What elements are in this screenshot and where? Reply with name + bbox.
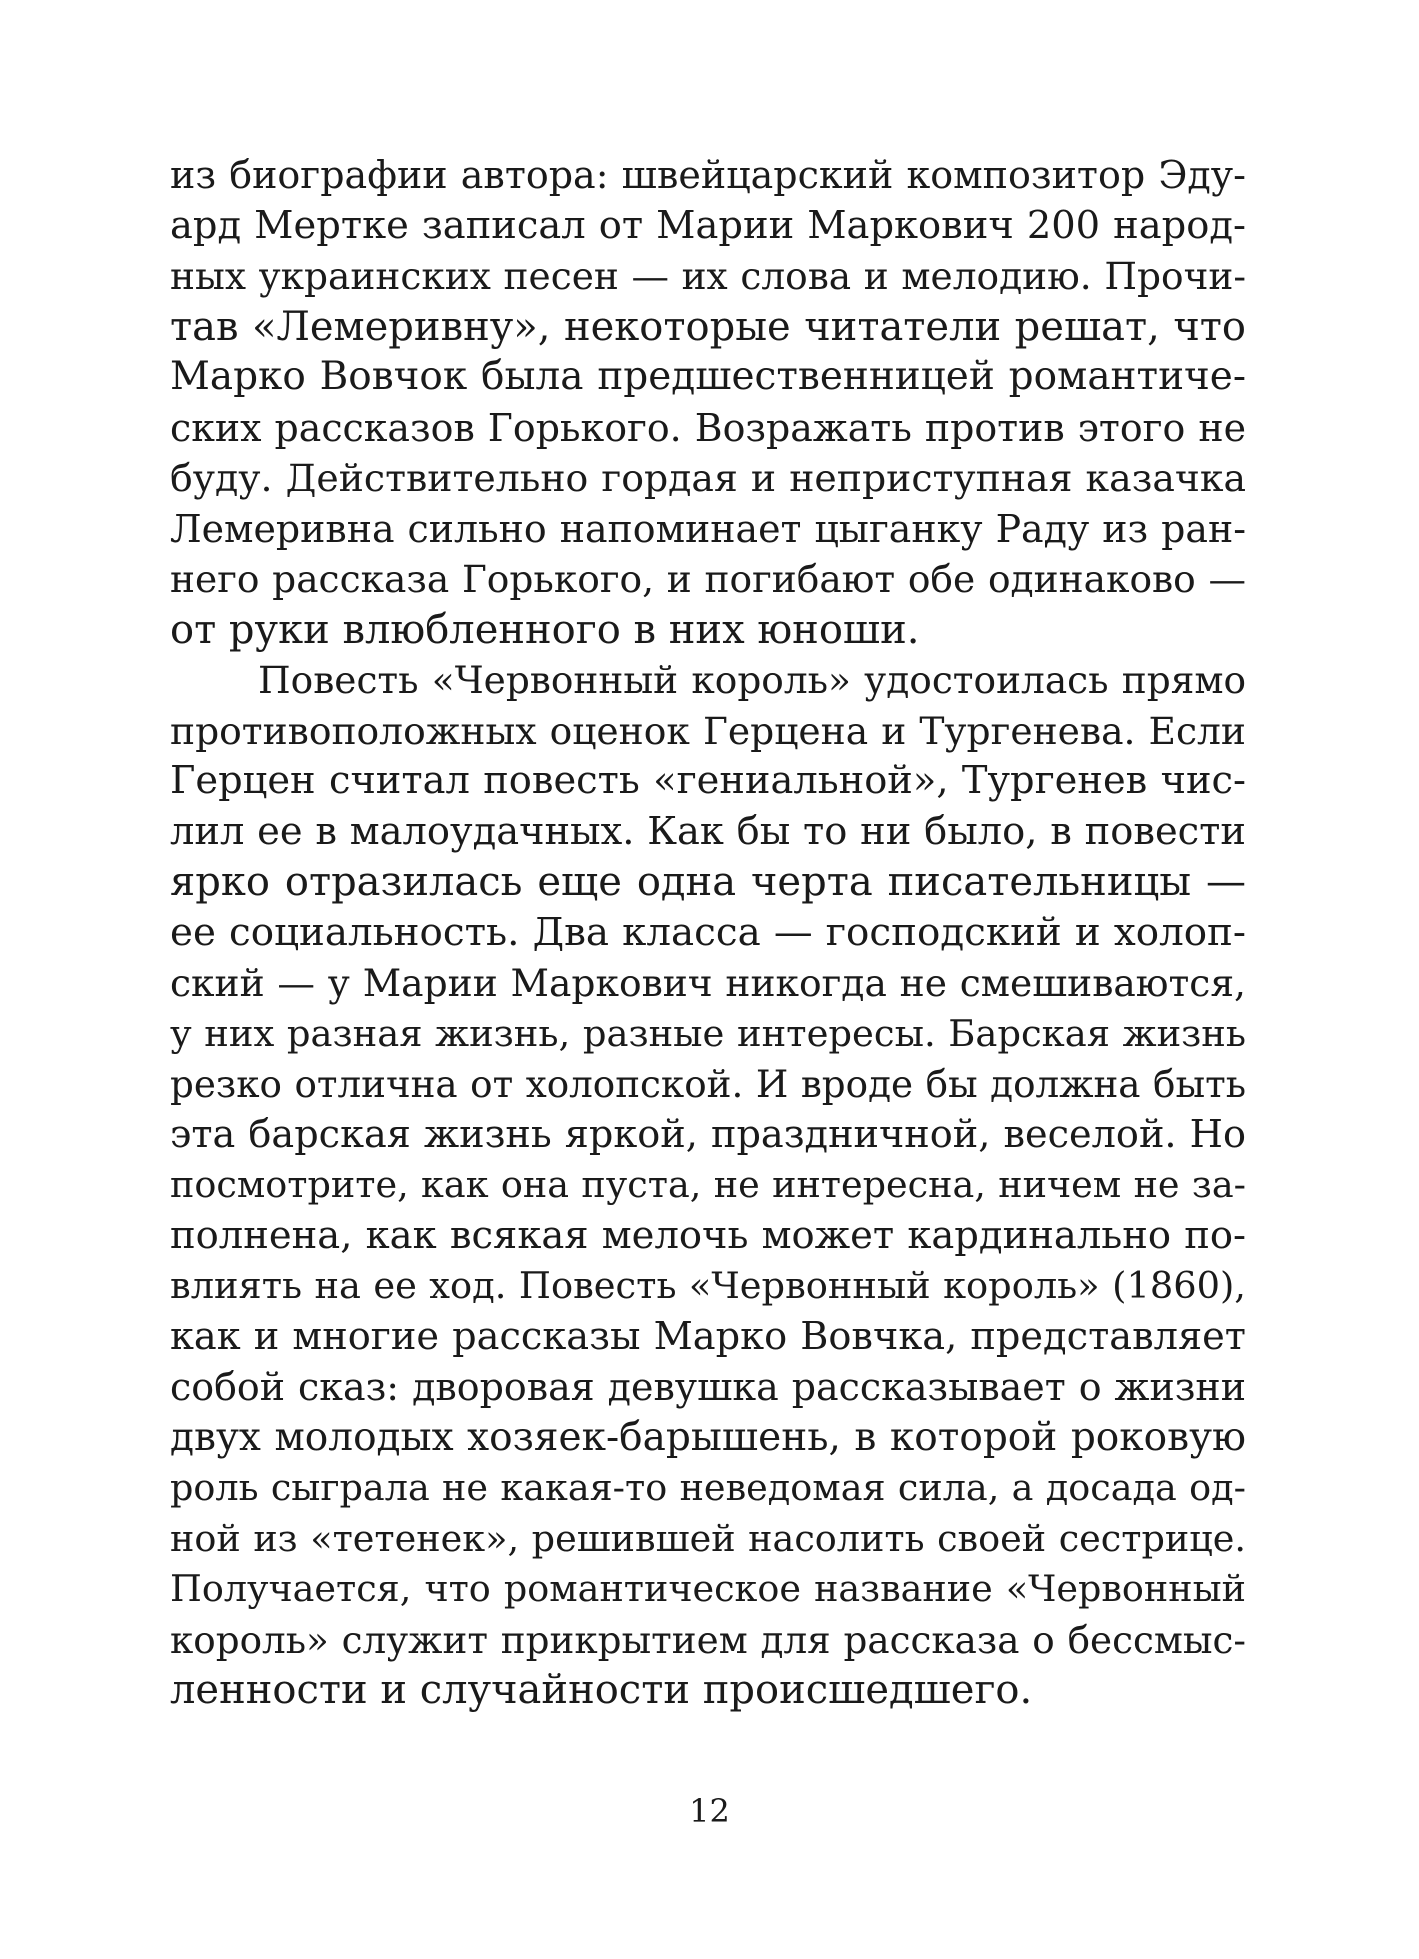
- text-line: ард Мертке записал от Марии Маркович 200 народ-: [170, 202, 1246, 248]
- text-line: ее социальность. Два класса — господский и холоп-: [170, 909, 1246, 955]
- paragraph-1: [170, 150, 1246, 655]
- text-line: эта барская жизнь яркой, праздничной, веселой. Но: [170, 1112, 1246, 1157]
- text-line: ленности и случайности происшедшего.: [170, 1667, 1033, 1713]
- text-line: него рассказа Горького, и погибают обе одинаково —: [170, 557, 1246, 601]
- text-line: Герцен считал повесть «гениальной», Тургенев чис-: [170, 758, 1246, 803]
- paragraph-2: [170, 655, 1246, 1716]
- page-number: 12: [689, 1792, 730, 1830]
- text-line: Лемеривна сильно напоминает цыганку Раду из ран-: [170, 506, 1246, 551]
- text-line: у них разная жизнь, разные интересы. Барская жизнь: [170, 1011, 1246, 1055]
- text-line: ярко отразилась еще одна черта писательницы —: [170, 859, 1246, 905]
- text-line: Марко Вовчок была предшественницей романтиче-: [170, 354, 1246, 399]
- text-line: ной из «тетенек», решившей насолить своей сестрице.: [170, 1516, 1246, 1560]
- text-line: как и многие рассказы Марко Вовчка, представляет: [170, 1313, 1246, 1359]
- text-line: двух молодых хозяек-барышень, в которой роковую: [170, 1414, 1246, 1460]
- text-line: король» служит прикрытием для рассказа о бессмыс-: [170, 1617, 1246, 1662]
- text-line: от руки влюбленного в них юноши.: [170, 606, 920, 653]
- text-line: ский — у Марии Маркович никогда не смешиваются,: [170, 961, 1246, 1005]
- text-line: резко отлична от холопской. И вроде бы должна быть: [170, 1062, 1246, 1106]
- text-line: противоположных оценок Герцена и Тургенева. Если: [170, 708, 1246, 753]
- text-line: роль сыграла не какая-то неведомая сила, а досада од-: [170, 1466, 1246, 1509]
- text-line: ных украинских песен — их слова и мелодию. Прочи-: [170, 254, 1246, 298]
- text-line: ских рассказов Горького. Возражать против этого не: [170, 405, 1246, 450]
- text-line: из биографии автора: швейцарский композитор Эду-: [170, 153, 1246, 197]
- text-line: влиять на ее ход. Повесть «Червонный король» (1860),: [170, 1264, 1246, 1307]
- text-line: буду. Действительно гордая и неприступная казачка: [170, 456, 1246, 500]
- text-line: тав «Лемеривну», некоторые читатели решат, что: [170, 303, 1246, 350]
- text-line: собой сказ: дворовая девушка рассказывает о жизни: [170, 1365, 1246, 1409]
- text-line: посмотрите, как она пуста, не интересна, ничем не за-: [170, 1163, 1246, 1206]
- text-line: полнена, как всякая мелочь может кардинально по-: [170, 1212, 1246, 1258]
- text-line: Повесть «Червонный король» удостоилась прямо: [258, 658, 1246, 702]
- text-line: Получается, что романтическое название «Червонный: [170, 1567, 1246, 1610]
- text-line: лил ее в малоудачных. Как бы то ни было, в повести: [170, 808, 1246, 854]
- page-text: [170, 150, 1246, 1716]
